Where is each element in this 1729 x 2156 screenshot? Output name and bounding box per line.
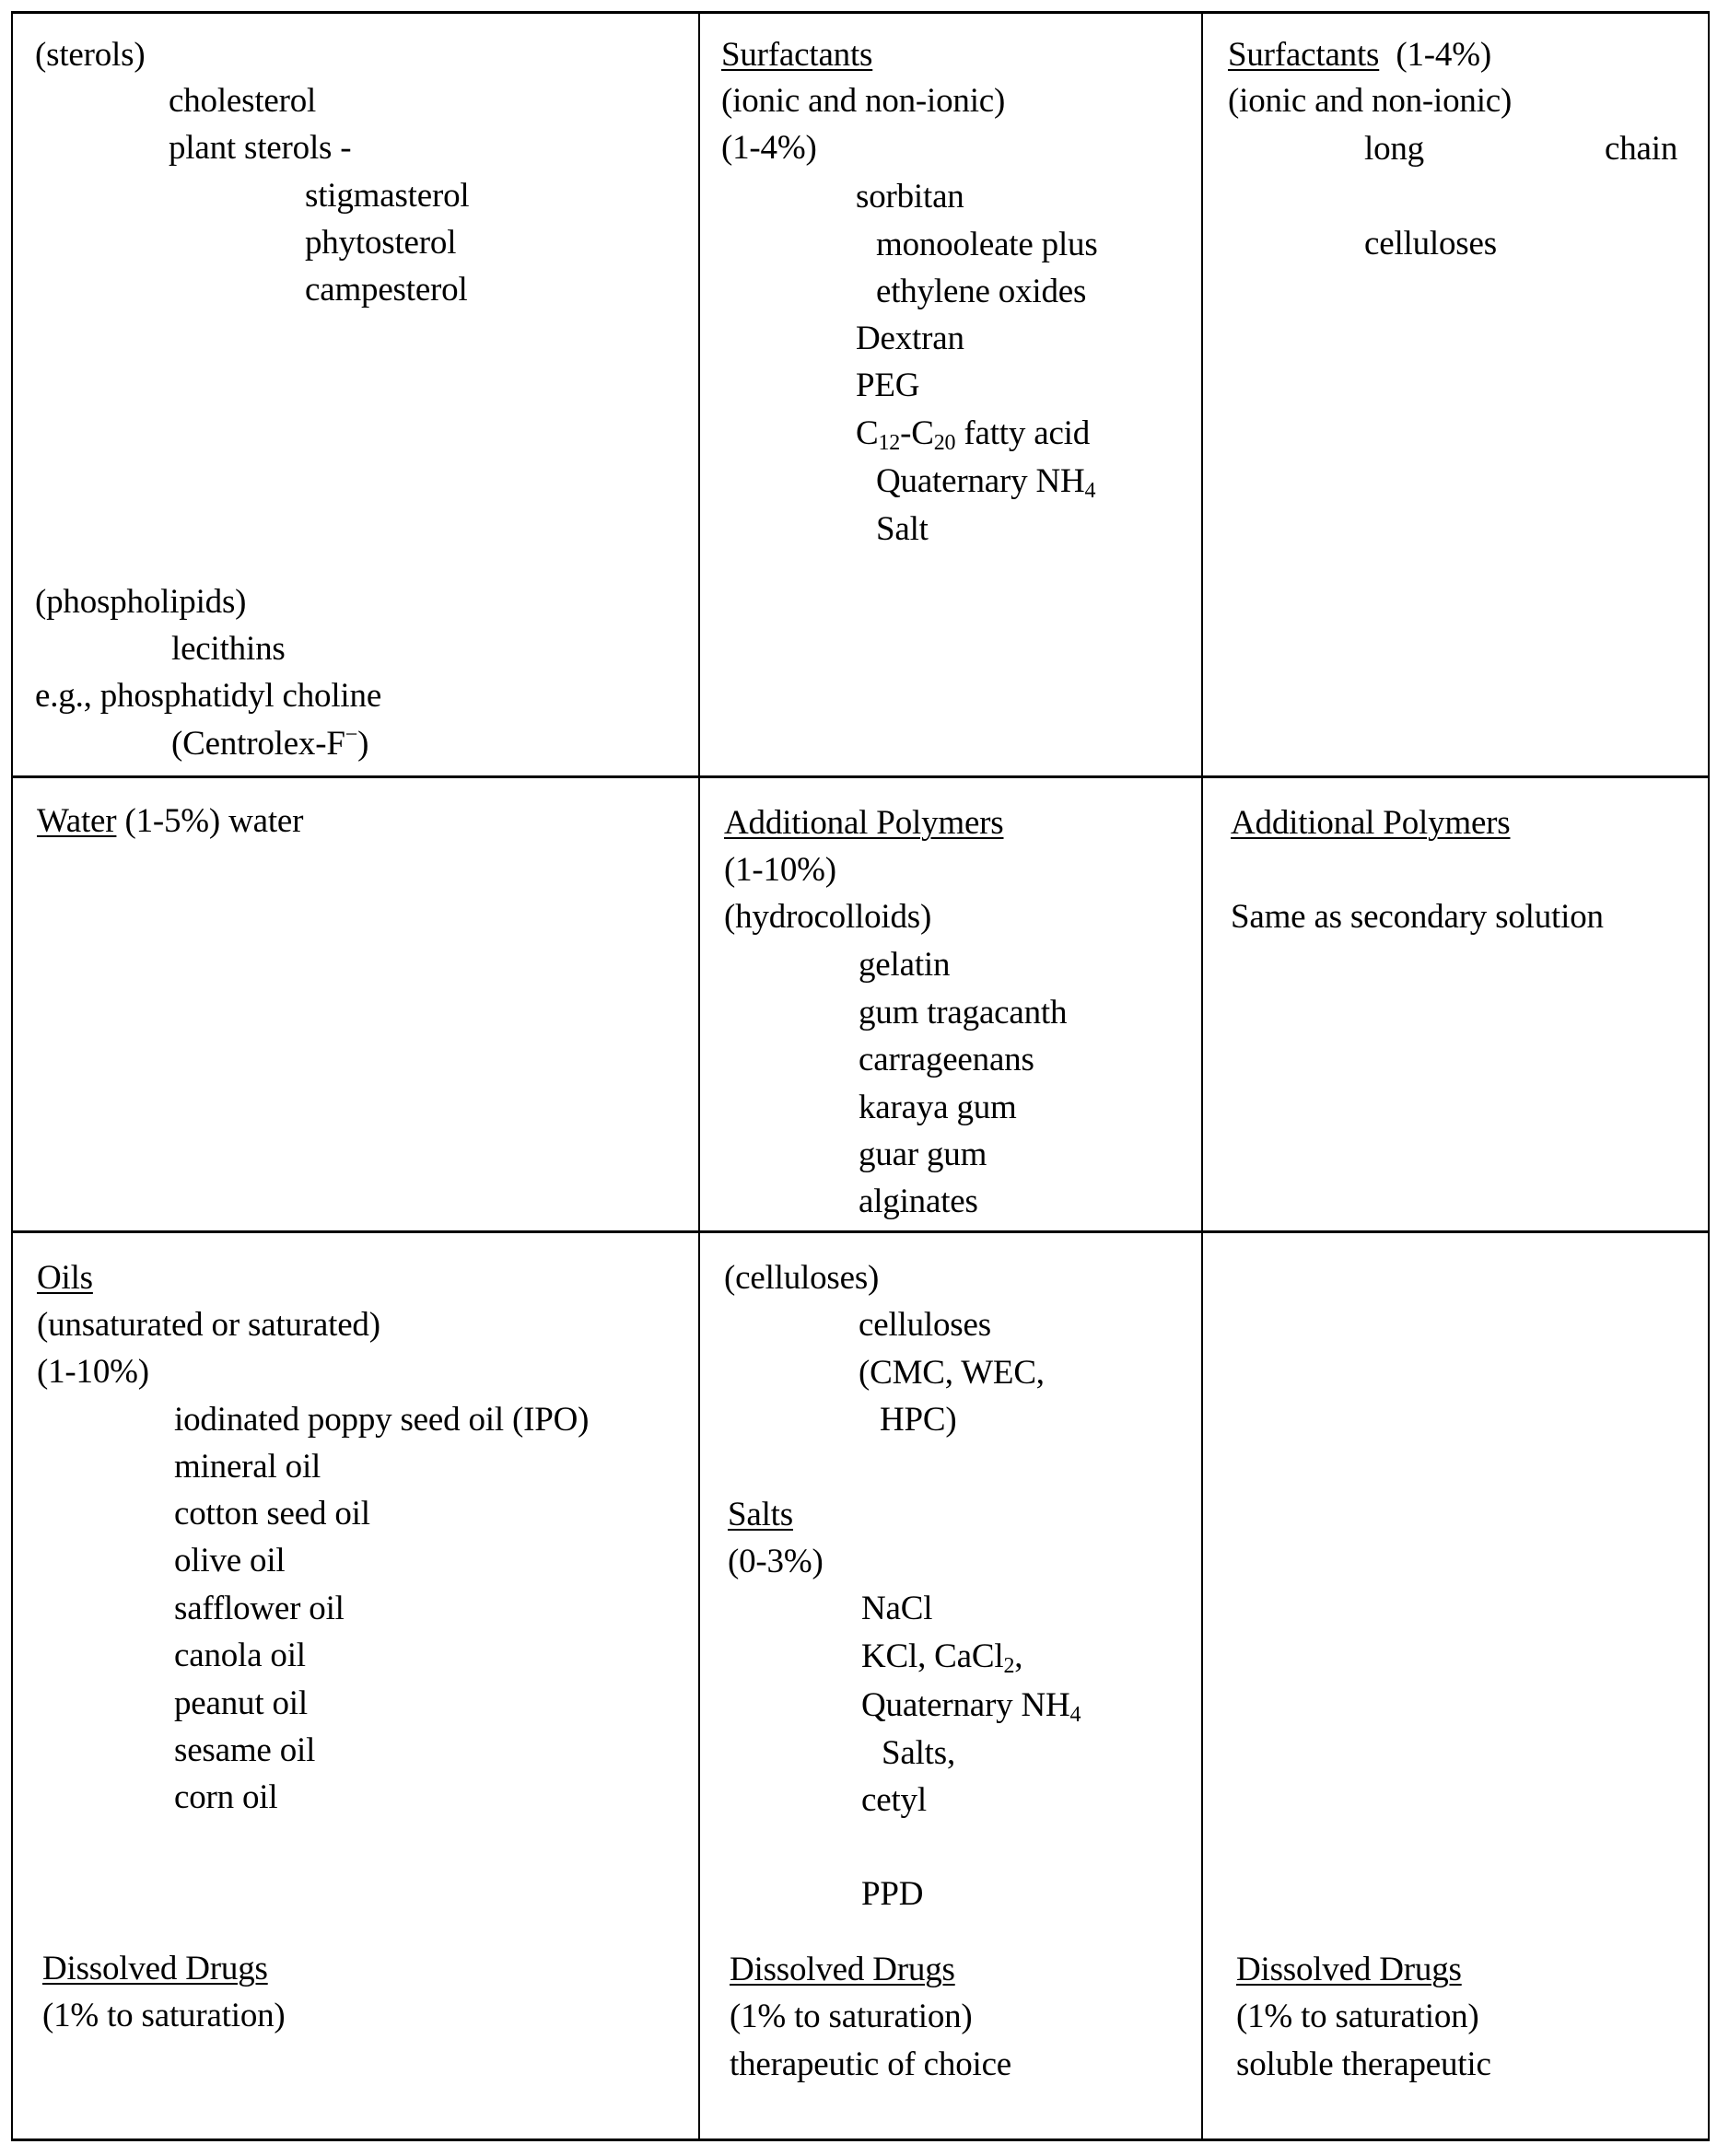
- cell-text: (unsaturated or saturated): [37, 1306, 380, 1344]
- cell-text: phytosterol: [305, 224, 457, 262]
- cell-text: lecithins: [171, 630, 286, 668]
- chem-c: -C: [900, 414, 934, 452]
- cell-text: Dextran: [856, 320, 964, 357]
- cell-text: campesterol: [305, 271, 468, 309]
- cell-text: [861, 1637, 1022, 1677]
- cell-text: Salts,: [882, 1734, 956, 1772]
- cell-text: mineral oil: [174, 1448, 321, 1486]
- table-left-border: [11, 11, 13, 2141]
- surfactants-heading: Surfactants: [1228, 36, 1380, 74]
- table-right-border: [1708, 11, 1710, 2141]
- cell-text: (1% to saturation): [730, 1998, 973, 2035]
- cell-text: [37, 801, 303, 842]
- cell-text: (1% to saturation): [1236, 1998, 1479, 2035]
- table-top-border: [11, 11, 1710, 14]
- cell-text: celluloses: [1364, 225, 1497, 262]
- cell-text: (1-10%): [37, 1353, 149, 1391]
- cell-text: olive oil: [174, 1542, 286, 1579]
- row2-row3-border: [11, 1230, 1710, 1233]
- cell-text: [1228, 35, 1491, 76]
- cell-text: cotton seed oil: [174, 1495, 370, 1533]
- percent-range: (1-4%): [1396, 36, 1491, 74]
- cell-text: (CMC, WEC,: [859, 1354, 1045, 1392]
- cell-text: (phospholipids): [35, 583, 247, 621]
- cell-text: safflower oil: [174, 1590, 345, 1627]
- cell-text: [171, 724, 368, 764]
- subscript: 4: [1084, 479, 1096, 503]
- cell-text: alginates: [859, 1183, 978, 1220]
- table-bottom-border: [11, 2139, 1710, 2141]
- cell-text: sesame oil: [174, 1731, 316, 1769]
- cell-text: [876, 461, 1095, 502]
- cell-text: iodinated poppy seed oil (IPO): [174, 1401, 590, 1439]
- cell-text: PPD: [861, 1875, 924, 1913]
- cell-text: corn oil: [174, 1778, 278, 1816]
- cell-text: (0-3%): [728, 1543, 824, 1580]
- cell-text: (sterols): [35, 36, 146, 74]
- subscript: 20: [933, 431, 956, 455]
- cell-text: PEG: [856, 367, 920, 404]
- chem-c: C: [856, 414, 879, 452]
- cell-text: long: [1364, 130, 1424, 168]
- close-paren: ): [357, 725, 369, 763]
- salts-heading: Salts: [728, 1496, 793, 1533]
- dissolved-drugs-heading: Dissolved Drugs: [1236, 1951, 1462, 1988]
- cell-text: ethylene oxides: [876, 273, 1087, 310]
- cell-text: plant sterols -: [169, 129, 352, 167]
- row1-row2-border: [11, 775, 1710, 778]
- cell-text: HPC): [880, 1401, 957, 1439]
- cell-text: stigmasterol: [305, 177, 470, 215]
- cell-text: NaCl: [861, 1590, 933, 1627]
- cell-text: monooleate plus: [876, 226, 1098, 263]
- cell-text: karaya gum: [859, 1089, 1017, 1126]
- water-suffix: (1-5%) water: [124, 802, 304, 840]
- subscript: 12: [878, 431, 901, 455]
- cell-text: (1-4%): [721, 129, 817, 167]
- cell-text: cetyl: [861, 1781, 927, 1819]
- cell-text: chain: [1605, 130, 1678, 168]
- cell-text: Same as secondary solution: [1231, 898, 1604, 936]
- subscript: 4: [1069, 1703, 1081, 1727]
- cell-text: peanut oil: [174, 1684, 308, 1722]
- cell-text: (1-10%): [724, 851, 836, 889]
- cell-text: [856, 414, 1090, 454]
- water-heading: Water: [37, 802, 117, 840]
- quaternary-text: Quaternary NH: [876, 462, 1085, 500]
- fatty-acid-text: fatty acid: [955, 414, 1091, 452]
- cell-text: therapeutic of choice: [730, 2045, 1012, 2083]
- cell-text: cholesterol: [169, 82, 317, 120]
- col1-col2-border: [698, 11, 700, 2141]
- cell-text: carrageenans: [859, 1041, 1034, 1078]
- cell-text: celluloses: [859, 1306, 991, 1344]
- cell-text: soluble therapeutic: [1236, 2045, 1491, 2083]
- quaternary-text: Quaternary NH: [861, 1686, 1070, 1724]
- additional-polymers-heading: Additional Polymers: [1231, 804, 1511, 842]
- kcl-cacl-text: KCl, CaCl: [861, 1637, 1004, 1675]
- cell-text: e.g., phosphatidyl choline: [35, 677, 382, 715]
- cell-text: sorbitan: [856, 178, 964, 216]
- surfactants-heading: Surfactants: [721, 36, 873, 74]
- cell-text: (hydrocolloids): [724, 898, 932, 936]
- col2-col3-border: [1201, 11, 1203, 2141]
- centrolex-text: (Centrolex-F: [171, 725, 345, 763]
- cell-text: gelatin: [859, 946, 951, 984]
- cell-text: Salt: [876, 510, 929, 548]
- cell-text: (1% to saturation): [42, 1997, 286, 2034]
- dissolved-drugs-heading: Dissolved Drugs: [42, 1950, 268, 1987]
- superscript-minus: −: [345, 723, 358, 747]
- cell-text: canola oil: [174, 1637, 306, 1674]
- additional-polymers-heading: Additional Polymers: [724, 804, 1004, 842]
- cell-text: (celluloses): [724, 1259, 880, 1297]
- cell-text: (ionic and non-ionic): [1228, 82, 1513, 120]
- subscript: 2: [1003, 1654, 1015, 1678]
- cell-text: (ionic and non-ionic): [721, 82, 1006, 120]
- cell-text: gum tragacanth: [859, 994, 1068, 1031]
- dissolved-drugs-heading: Dissolved Drugs: [730, 1951, 955, 1988]
- oils-heading: Oils: [37, 1259, 93, 1297]
- cell-text: guar gum: [859, 1136, 987, 1173]
- cell-text: [861, 1685, 1081, 1726]
- comma: ,: [1014, 1637, 1023, 1675]
